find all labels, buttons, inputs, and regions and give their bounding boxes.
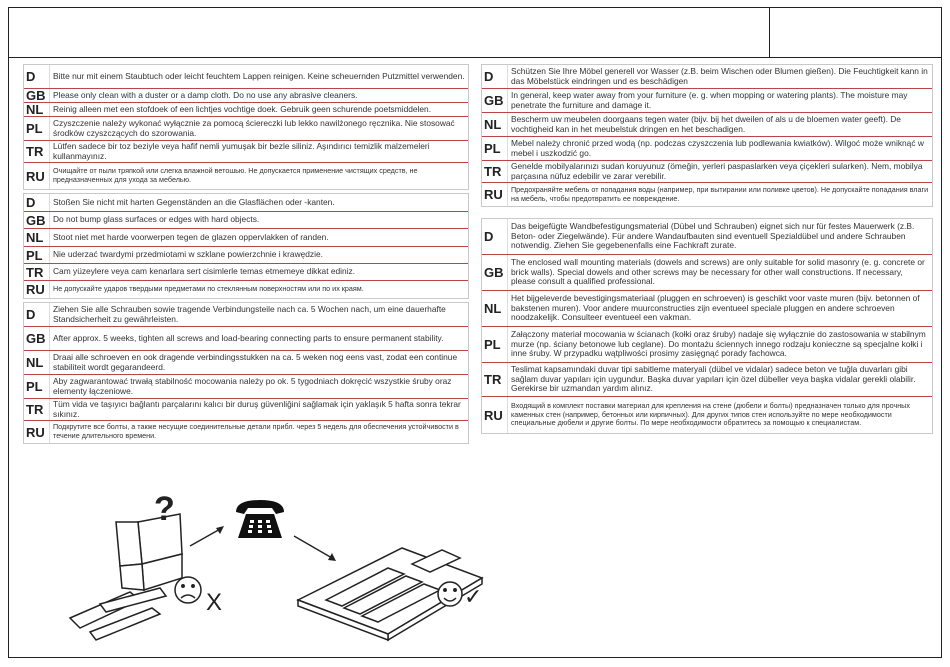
lang-code: NL — [24, 351, 50, 374]
care-block-glass — [23, 193, 469, 299]
arrow-icon — [188, 520, 228, 550]
row-text: Stoßen Sie nicht mit harten Gegenständen an die Glasflächen oder -kanten. — [53, 196, 335, 207]
row-gb — [482, 255, 932, 291]
row-text: Tüm vida ve taşıyıcı bağlantı parçalarını kalıcı bir duruş güvenliğini sağlamak için yaklaşık 5 hafta sonra tekrar sıkınız. — [53, 398, 461, 419]
row-text: Draai alle schroeven en ook dragende verbindingsstukken na ca. 5 weken nog eens vast, zodat een continue stabiliteit wordt gegarandeerd. — [53, 351, 458, 372]
row-nl — [24, 103, 468, 117]
row-text: Please only clean with a duster or a damp cloth. Do no use any abrasive cleaners. — [53, 89, 358, 100]
row-tr — [24, 264, 468, 281]
row-text: The enclosed wall mounting materials (dowels and screws) are only suitable for solid masonry (e. g. concrete or brick walls). Special dowels and other screws may be necessary for other wall constructions. If necessary, please consult a qualified professional. — [511, 257, 925, 287]
row-text: Bescherm uw meubelen doorgaans tegen water (bijv. bij het dweilen of als u de bloemen water geeft). De vochtigheid kan in het meubelstuk dringen en het beschadigen. — [511, 113, 901, 134]
lang-code: RU — [24, 421, 50, 443]
lang-code: NL — [482, 113, 508, 136]
lang-code: D — [24, 65, 50, 88]
lang-code: D — [24, 194, 50, 211]
row-text: Bitte nur mit einem Staubtuch oder leicht feuchtem Lappen reinigen. Keine scheuernden Putzmittel verwenden. — [53, 70, 465, 81]
row-text: Cam yüzeylere veya cam kenarlara sert cisimlerle temas etmemeye dikkat ediniz. — [53, 266, 356, 277]
row-nl — [482, 113, 932, 137]
row-text: Предохраняйте мебель от попадания воды (например, при вытирании или поливке цветов). Не допускайте попадания влаги на мебель, чтобы предотвратить ее повреждение. — [511, 184, 929, 203]
lang-code: GB — [482, 255, 508, 290]
row-d — [24, 303, 468, 327]
check-mark: ✓ — [464, 585, 483, 610]
care-block-water — [481, 64, 933, 207]
row-text: Не допускайте ударов твердыми предметами по стеклянным поверхностям или по их краям. — [53, 284, 364, 294]
question-mark: ? — [154, 492, 175, 528]
lang-code: TR — [24, 399, 50, 420]
lang-code: D — [482, 219, 508, 254]
lang-code: GB — [24, 89, 50, 102]
row-pl — [24, 117, 468, 141]
row-text: Lütfen sadece bir toz beziyle veya hafif nemli yumuşak bir bezle siliniz. Aşındırıcı temizlik malzemeleri kullanmayınız. — [53, 140, 430, 161]
lang-code: RU — [482, 397, 508, 433]
row-nl — [24, 351, 468, 375]
lang-code: NL — [482, 291, 508, 326]
row-text: Подкрутите все болты, а также несущие соединительные детали прибл. через 5 недель для обеспечения устойчивости в течение длительного времени. — [53, 422, 459, 440]
header-bar — [9, 8, 941, 58]
row-text: Reinig alleen met een stofdoek of een lichtjes vochtige doek. Gebruik geen schurende poetsmiddelen. — [53, 103, 432, 114]
lang-code: PL — [482, 137, 508, 160]
row-pl — [24, 375, 468, 399]
row-nl — [24, 229, 468, 247]
lang-code: PL — [24, 375, 50, 398]
happy-face-icon — [438, 582, 462, 606]
row-tr — [482, 161, 932, 183]
lang-code: D — [482, 65, 508, 88]
row-text: Schützen Sie Ihre Möbel generell vor Wasser (z.B. beim Wischen oder Blumen gießen). Die Feuchtigkeit kann in das Möbelstück eindringen und es beschädigen — [511, 65, 928, 86]
row-nl — [482, 291, 932, 327]
sad-face-icon — [175, 577, 201, 603]
row-d — [24, 65, 468, 89]
row-tr — [482, 363, 932, 397]
row-text: Входящий в комплект поставки материал для крепления на стене (дюбели и болты) предназначен только для прочных каменных стен (например, бетонных или кирпичных). Для других типов стен используйте по мере необходимости специальные дюбели и другие болты. По мере необходимости обратитесь за помощью к специалистам. — [511, 401, 910, 428]
row-text: Stoot niet met harde voorwerpen tegen de glazen oppervlakken of randen. — [53, 231, 329, 242]
row-text: Aby zagwarantować trwałą stabilność mocowania należy po ok. 5 tygodniach dokręcić wszystkie śruby oraz elementy łączeniowe. — [53, 375, 452, 396]
care-block-cleaning — [23, 64, 469, 190]
row-text: Het bijgeleverde bevestigingsmateriaal (pluggen en schroeven) is geschikt voor vaste muren (bijv. betonnen of bakstenen muren). Voor andere muurconstructies zijn eventueel speciale pluggen en andere schroeven noodzakelijk. Consulteer eventueel een vakman. — [511, 293, 920, 323]
row-text: In general, keep water away from your furniture (e. g. when mopping or watering plants). The moisture may penetrate the furniture and damage it. — [511, 89, 908, 110]
lang-code: TR — [24, 141, 50, 162]
missing-parts-illustration — [60, 492, 230, 642]
row-text: Nie uderzać twardymi przedmiotami w szklane powierzchnie i krawędzie. — [53, 249, 323, 260]
lang-code: D — [24, 303, 50, 326]
lang-code: GB — [24, 212, 50, 228]
row-ru — [24, 163, 468, 189]
row-d — [24, 194, 468, 212]
row-gb — [24, 89, 468, 103]
lang-code: NL — [24, 229, 50, 246]
row-text: Das beigefügte Wandbefestigungsmaterial (Dübel und Schrauben) eignet sich nur für festes Mauerwerk (z.B. Beton- oder Ziegelwände). Für andere Wandaufbauten sind eventuell Spezialdübel und andere Schrauben notwendig. Ziehen Sie gegebenenfalls eine Fachkraft zurate. — [511, 221, 915, 251]
row-gb — [24, 327, 468, 351]
lang-code: TR — [24, 264, 50, 280]
row-ru — [482, 397, 932, 433]
row-text: Załączony materiał mocowania w ścianach (kołki oraz śruby) nadaje się wyłącznie do zastosowania w stabilnym murze (np. ściany betonowe lub ceglane). Do montażu ściennych innego rodzaju konieczne są specjalne kołki i inne śruby. W przypadku wątpliwości prosimy zasięgnąć porady fachowca. — [511, 329, 926, 359]
row-text: Teslimat kapsamındaki duvar tipi sabitleme materyali (dübel ve vidalar) sadece beton ve tuğla duvarları gibi sağlam duvar yapıları için uygundur. Başka duvar yapıları için özel dübeller veya başka vidalar gerekli olabilir. Gerekirse bir uzmandan yardım alınız. — [511, 364, 916, 394]
lang-code: PL — [482, 327, 508, 362]
row-text: Genelde mobilyalarınızı sudan koruyunuz (ömeğin, yerleri paspaslarken veya çiçekleri sularken). Nem, mobilya parçasına nüfuz edebilir ve zarar verebilir. — [511, 160, 923, 181]
lang-code: RU — [482, 183, 508, 206]
row-d — [482, 219, 932, 255]
lang-code: RU — [24, 163, 50, 189]
lang-code: NL — [24, 103, 50, 116]
row-text: Mebel należy chronić przed wodą (np. podczas czyszczenia lub podlewania kwiatków). Wilgoć może wniknąć w mebel i uszkodzić go. — [511, 137, 924, 158]
row-d — [482, 65, 932, 89]
row-text: Ziehen Sie alle Schrauben sowie tragende Verbindungsteile nach ca. 5 Wochen nach, um eine dauerhafte Standsicherheit zu gewährleisten. — [53, 303, 446, 324]
row-ru — [24, 421, 468, 443]
row-text: Очищайте от пыли тряпкой или слегка влажной ветошью. Не допускается применение чистящих средств, не предназначенных для ухода за мебелью. — [53, 166, 418, 184]
care-block-wall-mounting — [481, 218, 933, 434]
lang-code: TR — [482, 161, 508, 182]
row-text: Do not bump glass surfaces or edges with hard objects. — [53, 214, 260, 225]
row-ru — [482, 183, 932, 206]
header-divider — [769, 8, 770, 58]
row-pl — [24, 247, 468, 264]
row-pl — [482, 327, 932, 363]
row-gb — [482, 89, 932, 113]
row-pl — [482, 137, 932, 161]
lang-code: TR — [482, 363, 508, 396]
row-tr — [24, 141, 468, 163]
lang-code: RU — [24, 281, 50, 298]
telephone-icon — [232, 494, 288, 544]
row-tr — [24, 399, 468, 421]
lang-code: PL — [24, 247, 50, 263]
row-ru — [24, 281, 468, 298]
lang-code: GB — [24, 327, 50, 350]
row-text: Czyszczenie należy wykonać wyłącznie za pomocą ściereczki lub lekko nawilżonego ręcznika. Nie stosować środków czyszczących do szorowania. — [53, 117, 455, 138]
complete-parts-illustration — [292, 538, 502, 644]
row-text: After approx. 5 weeks, tighten all screws and load-bearing connecting parts to ensure permanent stability. — [53, 332, 444, 343]
care-block-screws — [23, 302, 469, 444]
cross-mark: X — [206, 589, 223, 616]
lang-code: PL — [24, 117, 50, 140]
lang-code: GB — [482, 89, 508, 112]
row-gb — [24, 212, 468, 229]
